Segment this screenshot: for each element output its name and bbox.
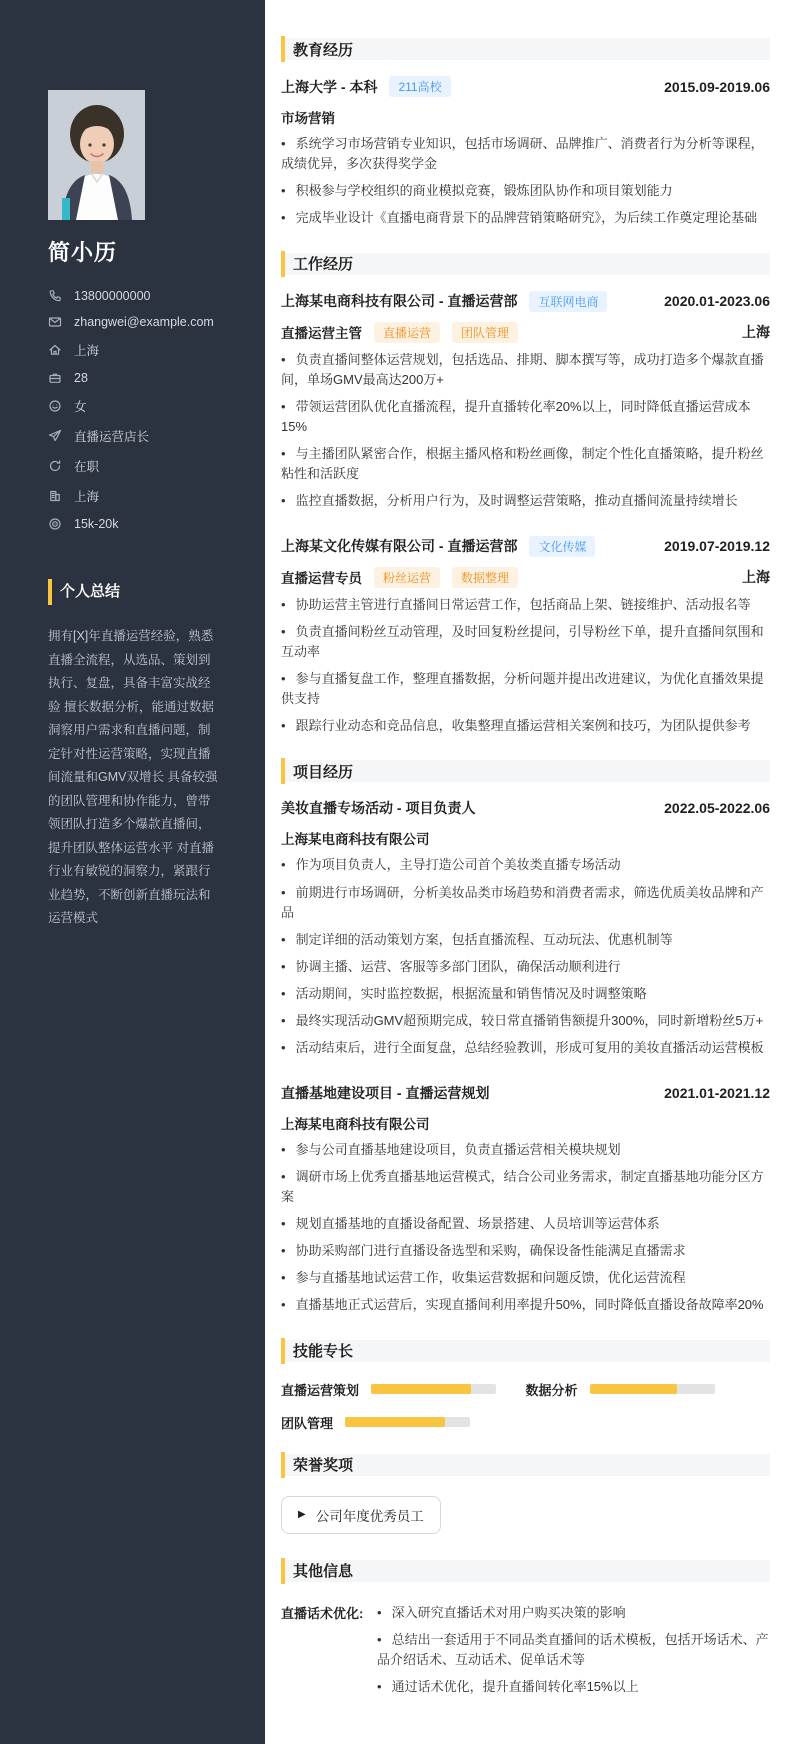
target-icon xyxy=(48,517,62,531)
skill-bar-fill xyxy=(371,1384,471,1394)
section-skills xyxy=(281,1340,770,1446)
bullet-item: • 与主播团队紧密合作，根据主播风格和粉丝画像，制定个性化直播策略，提升粉丝粘性和活跃度 xyxy=(281,444,770,484)
job-bullets xyxy=(281,350,770,512)
contact-text: 在职 xyxy=(74,460,100,474)
contact-item-city xyxy=(48,487,229,505)
contact-item-location xyxy=(48,341,229,359)
project-header xyxy=(281,798,770,818)
bullet-item: • 参与直播复盘工作，整理直播数据，分析问题并提出改进建议，为优化直播效果提供支持 xyxy=(281,669,770,709)
job-header xyxy=(281,536,770,557)
section-header-education xyxy=(281,38,770,60)
section-education xyxy=(281,38,770,229)
job-bullets xyxy=(281,595,770,737)
yellow-accent-bar xyxy=(48,579,52,605)
skill-tag: 粉丝运营 xyxy=(374,567,440,588)
main-content xyxy=(265,0,794,1744)
skill-label: 团队管理 xyxy=(281,1415,334,1431)
project-name: 直播基地建设项目 - 直播运营规划 xyxy=(281,1084,490,1101)
bullet-item: • 直播基地正式运营后，实现直播间利用率提升50%，同时降低直播设备故障率20% xyxy=(281,1295,770,1315)
gender-icon xyxy=(48,399,62,413)
contact-item-status xyxy=(48,457,229,475)
contact-text: 13800000000 xyxy=(74,289,151,303)
summary-text: 拥有[X]年直播运营经验，熟悉直播全流程，从选品、策划到执行、复盘，具备丰富实战经验 擅长数据分析，能通过数据洞察用户需求和直播问题，制定针对性运营策略，实现直播间流量和GMV双增长 具备较强的团队管理和协作能力，曾带领团队打造多个爆款直播间，提升团队整体运营水平 对直播行业有敏锐的洞察力，紧跟行业趋势，不断创新直播玩法和运营模式 xyxy=(48,629,218,925)
school-badge: 211高校 xyxy=(389,76,450,97)
skill-item xyxy=(281,1413,526,1432)
section-header-awards xyxy=(281,1454,770,1476)
award-item xyxy=(281,1496,441,1534)
job-header xyxy=(281,291,770,312)
skill-bar-track xyxy=(371,1384,496,1394)
job-title: 直播运营专员 xyxy=(281,571,362,587)
contact-text: 上海 xyxy=(74,344,100,358)
project-bullets xyxy=(281,855,770,1058)
section-title: 荣誉奖项 xyxy=(293,1457,354,1474)
section-awards xyxy=(281,1454,770,1560)
bullet-item: • 协助采购部门进行直播设备选型和采购，确保设备性能满足直播需求 xyxy=(281,1241,770,1261)
skills-list xyxy=(281,1380,770,1446)
section-title: 其他信息 xyxy=(293,1563,354,1580)
paper-plane-icon xyxy=(48,429,62,443)
project-bullets xyxy=(281,1140,770,1316)
contact-text: 直播运营店长 xyxy=(74,430,150,444)
other-bullets xyxy=(377,1596,770,1698)
contact-item-age xyxy=(48,371,229,385)
job-date: 2019.07-2019.12 xyxy=(664,538,770,555)
project-company: 上海某电商科技有限公司 xyxy=(281,1116,430,1132)
profile-photo-image xyxy=(48,90,145,220)
section-other xyxy=(281,1560,770,1698)
contact-item-salary xyxy=(48,517,229,531)
project-company-row xyxy=(281,1113,770,1133)
profile-photo xyxy=(48,90,145,220)
skill-bar-track xyxy=(590,1384,715,1394)
bullet-item: • 作为项目负责人，主导打造公司首个美妆类直播专场活动 xyxy=(281,855,770,875)
bullet-item: • 最终实现活动GMV超预期完成，较日常直播销售额提升300%，同时新增粉丝5万+ xyxy=(281,1011,770,1031)
bullet-item: • 前期进行市场调研，分析美妆品类市场趋势和消费者需求，筛选优质美妆品牌和产品 xyxy=(281,883,770,923)
job-entry xyxy=(281,291,770,512)
industry-badge: 文化传媒 xyxy=(529,536,595,557)
company-name: 上海某文化传媒有限公司 - 直播运营部 xyxy=(281,538,518,555)
phone-icon xyxy=(48,289,62,303)
contact-item-email xyxy=(48,315,229,329)
bullet-item: • 负责直播间粉丝互动管理，及时回复粉丝提问，引导粉丝下单，提升直播间氛围和互动率 xyxy=(281,622,770,662)
play-icon: ▶ xyxy=(298,1508,306,1520)
section-header-work xyxy=(281,253,770,275)
job-location: 上海 xyxy=(742,324,770,341)
job-subheader xyxy=(281,322,770,343)
mail-icon xyxy=(48,315,62,329)
job-subheader xyxy=(281,567,770,588)
bullet-item: • 协助运营主管进行直播间日常运营工作，包括商品上架、链接维护、活动报名等 xyxy=(281,595,770,615)
contact-text: 女 xyxy=(74,400,87,414)
yellow-accent-bar xyxy=(281,1558,285,1584)
education-entry-header xyxy=(281,76,770,97)
bullet-item: • 调研市场上优秀直播基地运营模式，结合公司业务需求，制定直播基地功能分区方案 xyxy=(281,1167,770,1207)
bullet-item: • 完成毕业设计《直播电商背景下的品牌营销策略研究》，为后续工作奠定理论基础 xyxy=(281,208,770,228)
bullet-item: • 监控直播数据，分析用户行为，及时调整运营策略，推动直播间流量持续增长 xyxy=(281,491,770,511)
summary-section-header xyxy=(48,579,229,605)
section-title: 工作经历 xyxy=(293,256,354,274)
skill-label: 直播运营策划 xyxy=(281,1382,360,1398)
contact-list xyxy=(48,289,229,531)
skill-bar-fill xyxy=(590,1384,678,1394)
section-work xyxy=(281,253,770,737)
project-entry xyxy=(281,798,770,1058)
section-title: 技能专长 xyxy=(293,1343,354,1360)
project-company-row xyxy=(281,828,770,848)
section-title: 教育经历 xyxy=(293,41,354,59)
project-entry xyxy=(281,1083,770,1316)
school-name: 上海大学 - 本科 xyxy=(281,78,378,95)
section-header-projects xyxy=(281,760,770,782)
job-entry xyxy=(281,536,770,737)
job-date: 2020.01-2023.06 xyxy=(664,293,770,310)
yellow-accent-bar xyxy=(281,758,285,784)
bullet-item: • 跟踪行业动态和竞品信息，收集整理直播运营相关案例和技巧，为团队提供参考 xyxy=(281,716,770,736)
project-header xyxy=(281,1083,770,1103)
skill-item xyxy=(526,1380,771,1399)
contact-text: 15k-20k xyxy=(74,517,119,531)
skill-tag: 直播运营 xyxy=(374,322,440,343)
bullet-item: • 活动结束后，进行全面复盘，总结经验教训，形成可复用的美妆直播活动运营模板 xyxy=(281,1038,770,1058)
yellow-accent-bar xyxy=(281,251,285,277)
bullet-item: • 参与直播基地试运营工作，收集运营数据和问题反馈，优化运营流程 xyxy=(281,1268,770,1288)
skill-tag: 团队管理 xyxy=(452,322,518,343)
project-date: 2021.01-2021.12 xyxy=(664,1084,770,1101)
bullet-item: • 协调主播、运营、客服等多部门团队，确保活动顺利进行 xyxy=(281,957,770,977)
skill-bar-fill xyxy=(345,1417,445,1427)
section-header-other xyxy=(281,1560,770,1582)
skill-item xyxy=(281,1380,526,1399)
other-info-row xyxy=(281,1596,770,1698)
bullet-item: • 积极参与学校组织的商业模拟竞赛，锻炼团队协作和项目策划能力 xyxy=(281,181,770,201)
bullet-item: • 负责直播间整体运营规划，包括选品、排期、脚本撰写等，成功打造多个爆款直播间，单场GMV最高达200万+ xyxy=(281,350,770,390)
award-text: 公司年度优秀员工 xyxy=(315,1508,424,1524)
company-name: 上海某电商科技有限公司 - 直播运营部 xyxy=(281,293,518,310)
skill-tag: 数据整理 xyxy=(452,567,518,588)
yellow-accent-bar xyxy=(281,1338,285,1364)
education-major-row xyxy=(281,107,770,127)
other-info-label: 直播话术优化: xyxy=(281,1605,364,1621)
bullet-item: • 通过话术优化，提升直播间转化率15%以上 xyxy=(377,1677,770,1697)
section-title: 项目经历 xyxy=(293,763,354,781)
home-icon xyxy=(48,343,62,357)
bullet-item: • 规划直播基地的直播设备配置、场景搭建、人员培训等运营体系 xyxy=(281,1214,770,1234)
project-date: 2022.05-2022.06 xyxy=(664,800,770,817)
education-bullets xyxy=(281,134,770,229)
contact-text: zhangwei@example.com xyxy=(74,315,214,329)
industry-badge: 互联网电商 xyxy=(529,291,607,312)
major-name: 市场营销 xyxy=(281,111,335,126)
education-date: 2015.09-2019.06 xyxy=(664,78,770,95)
section-header-skills xyxy=(281,1340,770,1362)
bullet-item: • 带领运营团队优化直播流程，提升直播转化率20%以上，同时降低直播运营成本15% xyxy=(281,397,770,437)
job-location: 上海 xyxy=(742,569,770,586)
summary-section-title: 个人总结 xyxy=(60,583,121,600)
bullet-item: • 制定详细的活动策划方案，包括直播流程、互动玩法、优惠机制等 xyxy=(281,930,770,950)
skill-label: 数据分析 xyxy=(525,1382,578,1398)
contact-item-phone xyxy=(48,289,229,303)
bullet-item: • 深入研究直播话术对用户购买决策的影响 xyxy=(377,1603,770,1623)
project-name: 美妆直播专场活动 - 项目负责人 xyxy=(281,800,476,817)
yellow-accent-bar xyxy=(281,1452,285,1478)
sidebar xyxy=(0,0,265,1744)
job-title: 直播运营主管 xyxy=(281,326,362,342)
contact-text: 28 xyxy=(74,371,88,385)
bullet-item: • 活动期间，实时监控数据，根据流量和销售情况及时调整策略 xyxy=(281,984,770,1004)
status-icon xyxy=(48,459,62,473)
contact-text: 上海 xyxy=(74,490,100,504)
yellow-accent-bar xyxy=(281,36,285,62)
bullet-item: • 总结出一套适用于不同品类直播间的话术模板，包括开场话术、产品介绍话术、互动话术、促单话术等 xyxy=(377,1630,770,1670)
age-icon xyxy=(48,371,62,385)
bullet-item: • 参与公司直播基地建设项目，负责直播运营相关模块规划 xyxy=(281,1140,770,1160)
project-company: 上海某电商科技有限公司 xyxy=(281,832,430,848)
contact-item-gender xyxy=(48,397,229,415)
candidate-name: 简小历 xyxy=(48,240,118,265)
section-projects xyxy=(281,760,770,1315)
skill-bar-track xyxy=(345,1417,470,1427)
contact-item-position xyxy=(48,427,229,445)
building-icon xyxy=(48,489,62,503)
bullet-item: • 系统学习市场营销专业知识，包括市场调研、品牌推广、消费者行为分析等课程，成绩优异，多次获得奖学金 xyxy=(281,134,770,174)
